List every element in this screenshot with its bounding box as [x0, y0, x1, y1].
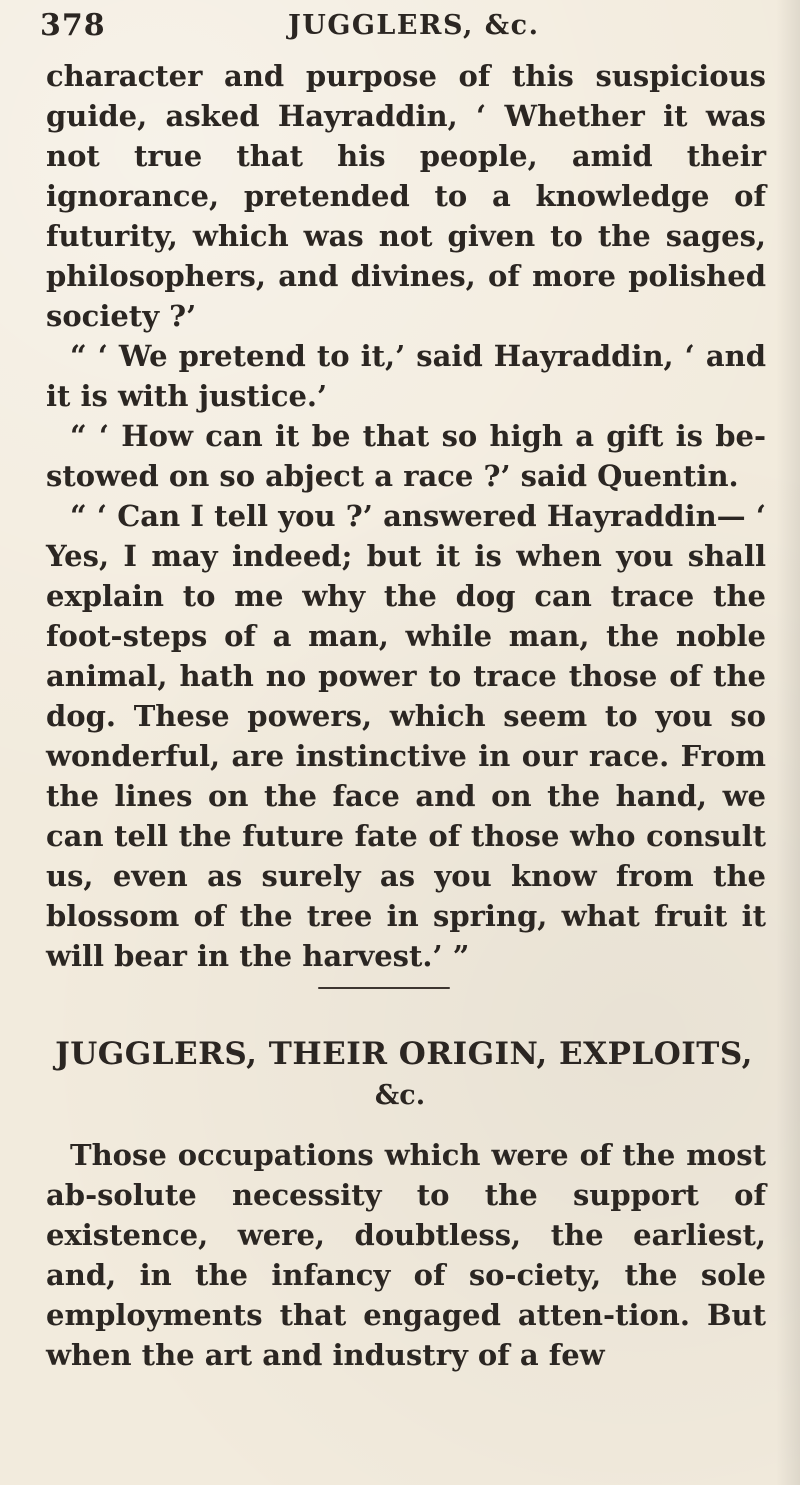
page-edge-shadow — [776, 0, 800, 1485]
section-divider — [318, 987, 450, 989]
paragraph-1: character and purpose of this suspicious guide, asked Hayraddin, ‘ Whether it was not true that his people, amid their ignorance, pretended to a knowledge of futurity, which was not given to the sages, philosophers, and divines, of more polished society ?’ — [46, 59, 766, 333]
running-head — [40, 8, 760, 52]
paragraph-2: “ ‘ We pretend to it,’ said Hayraddin, ‘ and it is with justice.’ — [46, 339, 766, 413]
section-subtitle: &c. — [374, 1080, 426, 1111]
page-number: 378 — [40, 8, 106, 43]
running-title: JUGGLERS, &c. — [288, 10, 540, 41]
paragraph-4: “ ‘ Can I tell you ?’ answered Hayraddin— ‘ Yes, I may indeed; but it is when you shall explain to me why the dog can trace the foot-steps of a man, while man, the noble animal, hath no power to trace those of the dog. These powers, which seem to you so wonderful, are instinctive in our race. From the lines on the face and on the hand, we can tell the future fate of those who consult us, even as surely as you know from the blossom of the tree in spring, what fruit it will bear in the harvest.’ ” — [46, 499, 766, 973]
text-block-section — [46, 1135, 766, 1375]
text-block-dialogue — [46, 56, 766, 976]
paragraph-5: Those occupations which were of the most ab-solute necessity to the support of existence, were, doubtless, the earliest, and, in the infancy of so-ciety, the sole employments that engaged atten-tion. But when the art and industry of a few — [46, 1138, 766, 1372]
section-title: JUGGLERS, THEIR ORIGIN, EXPLOITS, — [55, 1036, 753, 1072]
paragraph-3: “ ‘ How can it be that so high a gift is be-stowed on so abject a race ?’ said Quentin. — [46, 419, 766, 493]
